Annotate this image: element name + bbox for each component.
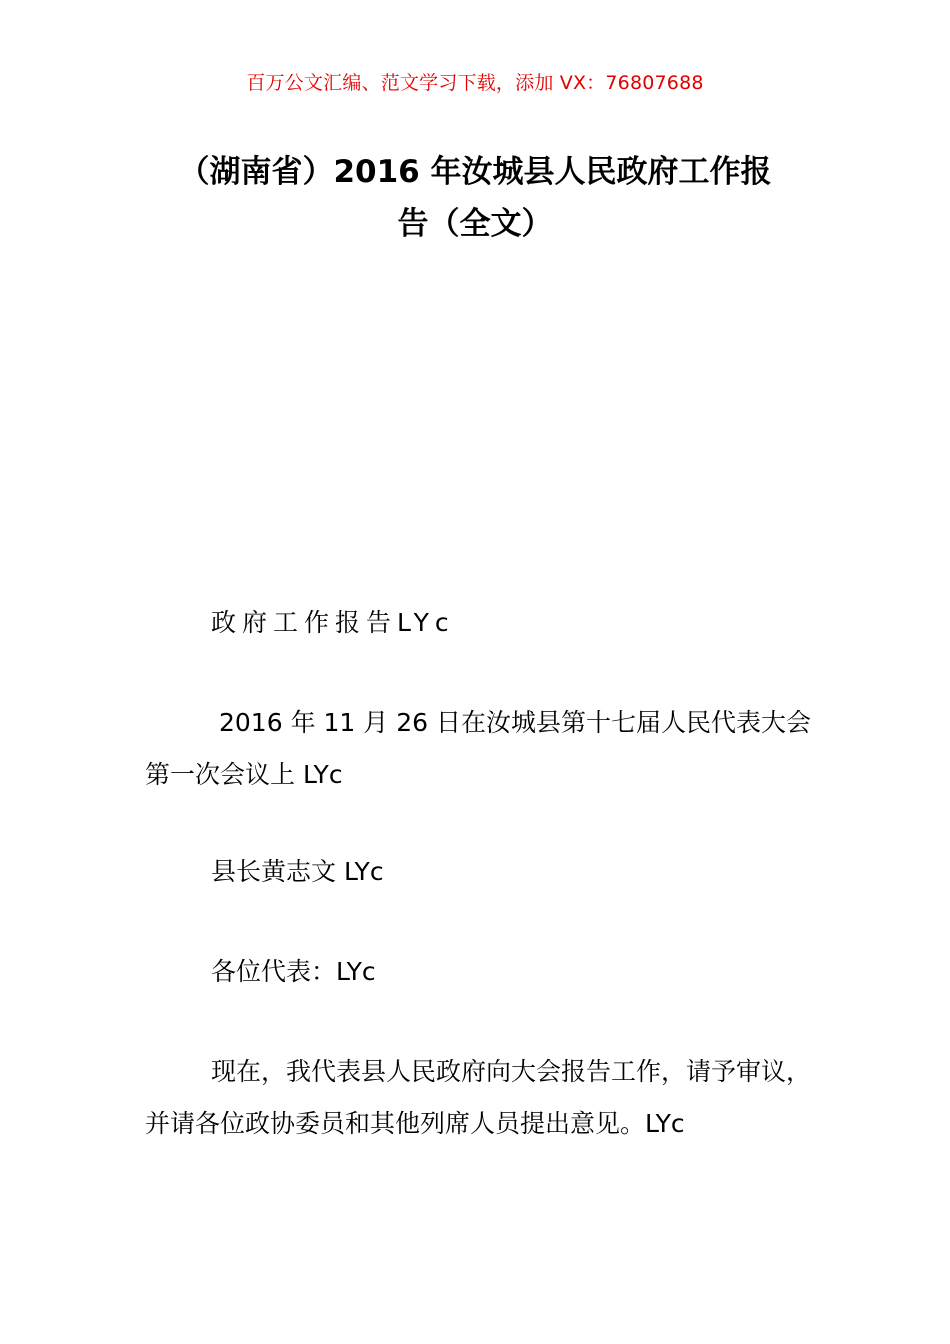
paragraph-report-heading: 政府工作报告LYc xyxy=(211,608,455,637)
paragraph-opening: 现在，我代表县人民政府向大会报告工作，请予审议，并请各位政协委员和其他列席人员提出意见。LYc xyxy=(145,1057,812,1138)
paragraph-meeting-date: 2016 年 11 月 26 日在汝城县第十七届人民代表大会第一次会议上 LYc xyxy=(145,708,811,789)
title-line-1: （湖南省）2016 年汝城县人民政府工作报 xyxy=(178,154,772,190)
document-title xyxy=(120,146,830,250)
header-watermark-note: 百万公文汇编、范文学习下载，添加 VX：76807688 xyxy=(246,72,704,94)
paragraph-salutation: 各位代表：LYc xyxy=(211,957,376,986)
title-line-2: 告（全文） xyxy=(397,206,553,242)
paragraph-speaker: 县长黄志文 LYc xyxy=(211,857,384,886)
